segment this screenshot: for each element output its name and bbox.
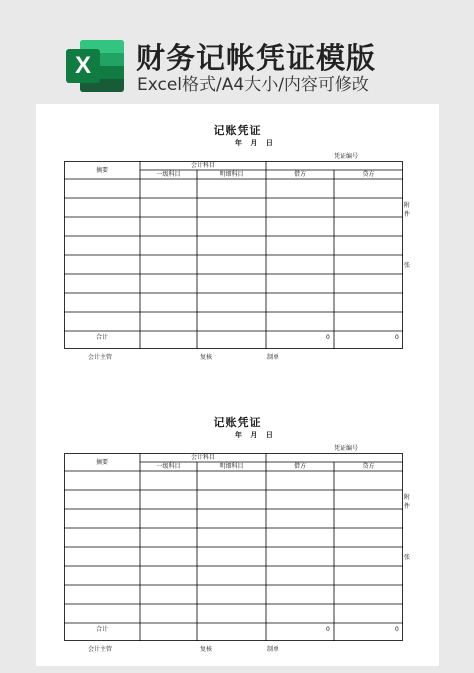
header-credit: 贷方 [362, 171, 375, 178]
credit-total: 0 [395, 334, 399, 341]
banner-title: 财务记帐凭证模版 [136, 41, 377, 75]
voucher-title: 记账凭证 [213, 124, 262, 137]
header-summary: 摘要 [95, 167, 108, 174]
header-debit: 借方 [293, 171, 306, 178]
header-account-detail: 明细科目 [219, 171, 244, 178]
voucher-2 [36, 410, 439, 662]
voucher-1 [36, 118, 439, 370]
header-account-l1: 一级科目 [156, 463, 181, 470]
debit-total: 0 [326, 626, 330, 633]
banner-subtitle: Excel格式/A4大小/内容可修改 [137, 75, 369, 95]
document-page [36, 104, 439, 666]
signature-prepared: 制单 [267, 354, 280, 361]
signature-prepared: 制单 [267, 646, 280, 653]
credit-total: 0 [395, 626, 399, 633]
signature-supervisor: 会计主管 [88, 354, 113, 361]
signature-review: 复核 [200, 354, 213, 361]
voucher-number-label: 凭证编号 [334, 445, 359, 452]
header-debit: 借方 [293, 463, 306, 470]
header-account-l1: 一级科目 [156, 171, 181, 178]
voucher-date-label: 年 月 日 [235, 139, 276, 147]
excel-logo-letter: X [66, 49, 100, 83]
excel-icon [66, 40, 124, 92]
header-account-detail: 明细科目 [219, 463, 244, 470]
sheets-label: 张 [404, 262, 411, 269]
debit-total: 0 [326, 334, 330, 341]
voucher-table [64, 161, 403, 349]
banner [0, 0, 474, 100]
voucher-table [64, 453, 403, 641]
header-account: 会计科目 [190, 162, 215, 169]
voucher-title: 记账凭证 [213, 416, 262, 429]
signature-supervisor: 会计主管 [88, 646, 113, 653]
voucher-date-label: 年 月 日 [235, 431, 276, 439]
attachment-label: 附件 [404, 494, 411, 510]
sheets-label: 张 [404, 554, 411, 561]
voucher-number-label: 凭证编号 [334, 153, 359, 160]
total-label: 合计 [95, 334, 108, 341]
header-account: 会计科目 [190, 454, 215, 461]
attachment-label: 附件 [404, 202, 411, 218]
signature-review: 复核 [200, 646, 213, 653]
total-label: 合计 [95, 626, 108, 633]
header-summary: 摘要 [95, 459, 108, 466]
voucher-table-grid [64, 161, 403, 349]
header-credit: 贷方 [362, 463, 375, 470]
voucher-table-grid [64, 453, 403, 641]
